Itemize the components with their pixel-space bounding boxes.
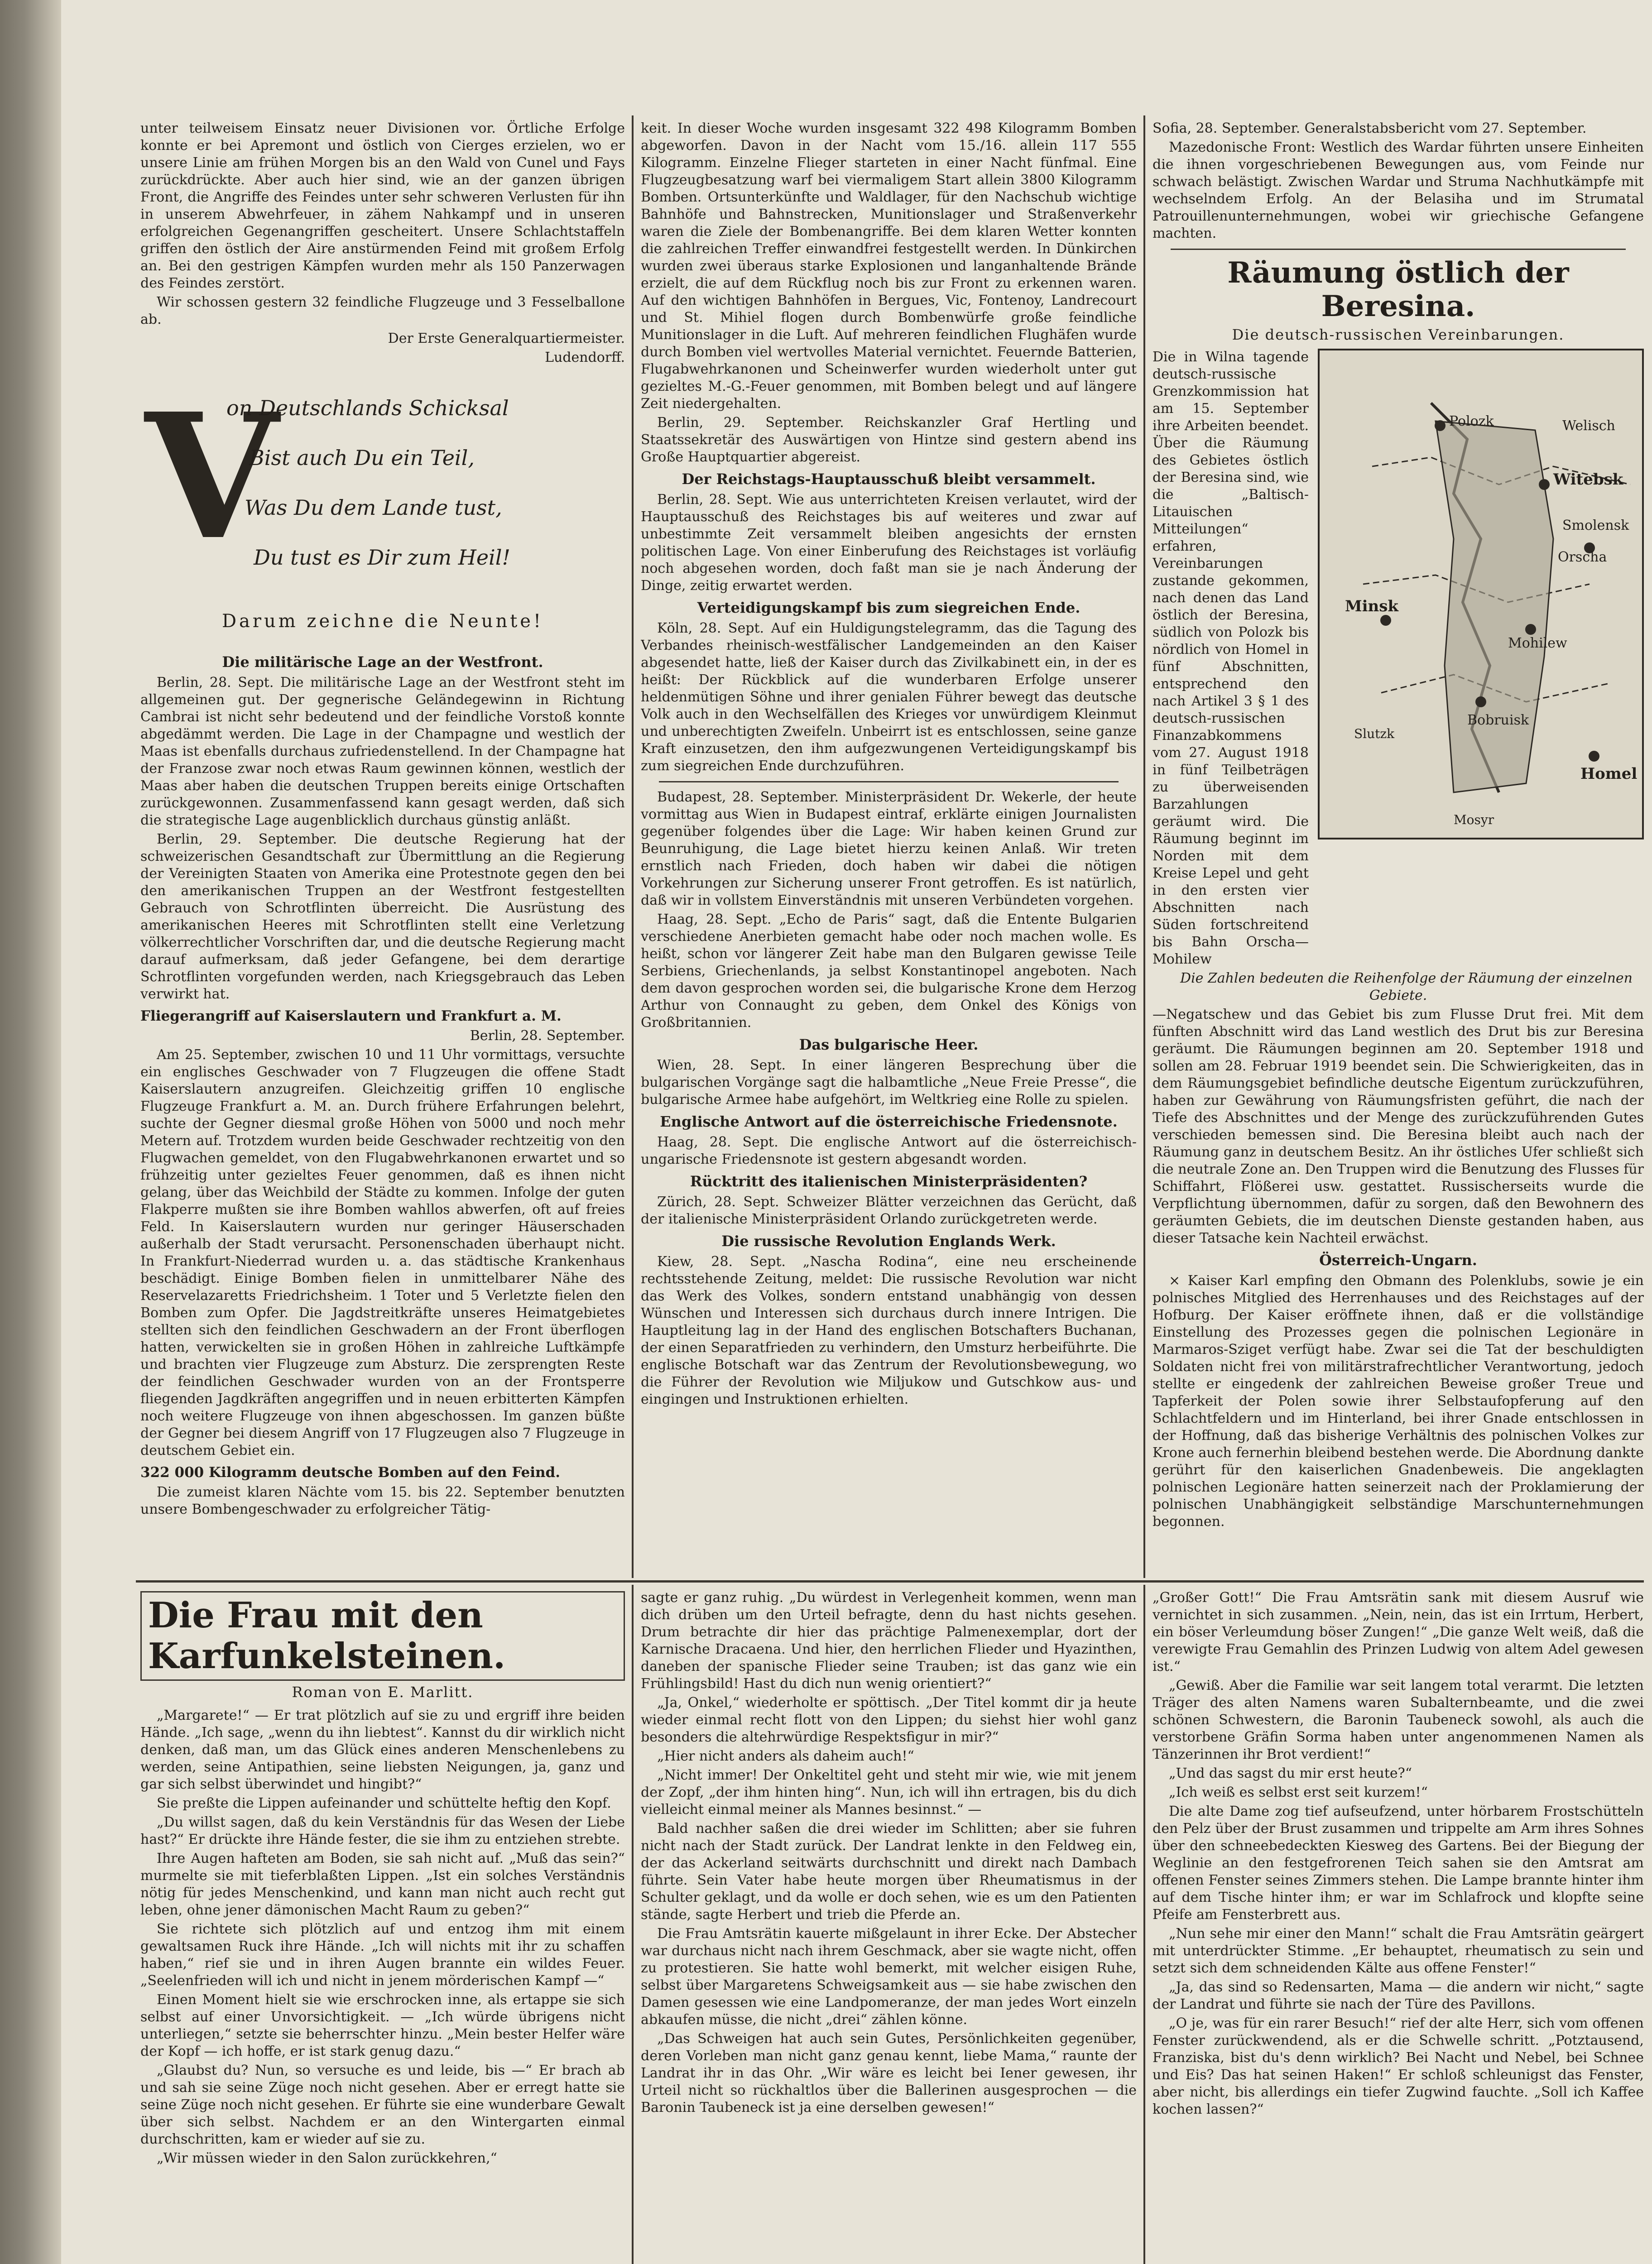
bombs-continued-paragraph: keit. In dieser Woche wurden insgesamt 322 498 Kilogramm Bomben abgeworfen. Davon in der Nacht vom 15./16. allein 117 555 Kilogramm. Einzelne Flieger starteten in einer Nacht fünfmal. Eine Flugzeugbesatzung warf bei viermaligem Start allein 3800 Kilogramm Bomben. Ortsunterkünfte und Waldlager, für den Nachschub wichtige Bahnhöfe und Bahnstrecken, Munitionslager und Straßenverkehr waren die Ziele der Bombenangriffe. Bei dem klaren Wetter konnten die zahlreichen Treffer einwandfrei festgestellt werden. In Dünkirchen wurden zwei überaus starke Explosionen und langanhaltende Brände erzielt, die auf dem Rückflug noch bis zur Front zu erkennen waren. Auf den wichtigen Bahnhöfen in Bergues, Vic, Fontenoy, Landrecourt und St. Mihiel flogen durch Bombenwürfe große feindliche Munitionslager in die Luft. Auf mehreren feindlichen Flughäfen wurde durch Bomben viel wertvolles Material vernichtet. Feuernde Batterien, Flugabwehrkanonen und Scheinwerfer wurden wiederholt unter gut gezieltes M.-G.-Feuer genommen, mit Bomben belegt und auf längere Zeit niedergehalten. [641, 120, 1137, 412]
haag-paragraph: Haag, 28. Sept. „Echo de Paris“ sagt, daß die Entente Bulgarien verschiedene Anerbieten gemacht habe oder noch machen wolle. Es heißt, schon vor längerer Zeit habe man den Bulgaren gewisse Teile Serbiens, Griechenlands, ja selbst Konstantinopel angeboten. Nach dem davon gesprochen worden sei, die bulgarische Krone dem Herzog Arthur von Connaught zu geben, dem Onkel des Königs von Großbritannien. [641, 911, 1137, 1031]
map-label-slutzk: Slutzk [1354, 726, 1395, 741]
english-answer-heading: Englische Antwort auf die österreichische Friedensnote. [660, 1113, 1118, 1130]
novel-column-2 [641, 1589, 1137, 2264]
novel-paragraph: „Und das sagst du mir erst heute?“ [1169, 1765, 1412, 1781]
sofia-dateline: Sofia, 28. September. Generalstabsbericht vom 27. September. [1153, 120, 1587, 136]
map-label-mohilew: Mohilew [1508, 635, 1567, 651]
novel-paragraph: „Großer Gott!“ Die Frau Amtsrätin sank mit diesem Ausruf wie vernichtet in sich zusammen. „Nein, nein, das ist ein Irrtum, Herbert, ein böser Verleumdung böser Zungen!“ „Die ganze Welt weiß, daß die verewigte Frau Gemahlin des Prinzen Ludwig von altem Adel gewesen ist.“ [1153, 1590, 1644, 1674]
poem-line-4: Du tust es Dir zum Heil! [254, 545, 510, 570]
novel-author: Roman von E. Marlitt. [292, 1684, 474, 1701]
signature-name: Ludendorff. [545, 350, 625, 365]
novel-paragraph: „Gewiß. Aber die Familie war seit langem total verarmt. Die letzten Träger des alten Namens waren Subalternbeamte, und die zwei schönen Schwestern, die Baronin Taubeneck sowohl, als auch die verstorbene Gräfin Sorma haben unter angenommenen Namen als Tänzerinnen ihr Brot verdient!“ [1153, 1678, 1644, 1762]
committee-paragraph: Berlin, 28. Sept. Wie aus unterrichteten Kreisen verlautet, wird der Hauptausschuß des Reichstages bis auf weiteres und zwar auf unbestimmte Zeit versammelt bleiben angesichts der ernsten politischen Lage. Von einer Einberufung des Reichstages ist vorläufig noch abgesehen worden, doch faßt man sie je nach Änderung der Dinge, zeitig erwartet werden. [641, 492, 1137, 594]
aircraft-downed-paragraph: Wir schossen gestern 32 feindliche Flugzeuge und 3 Fesselballone ab. [140, 294, 625, 327]
novel-paragraph: „Das Schweigen hat auch sein Gutes, Persönlichkeiten gegenüber, deren Vorleben man nicht ganz genau kennt, liebe Mama,“ raunte der Landrat ihr in das Ohr. „Wir wäre es leicht bei Iener gewesen, ihr Urteil nicht so rückhaltlos über die Ballerinen ausgesprochen — die Baronin Taubeneck ist ja eine derselben gewesen!“ [641, 2031, 1137, 2115]
novel-paragraph: Bald nachher saßen die drei wieder im Schlitten; aber sie fuhren nicht nach der Stadt zurück. Der Landrat lenkte in den Feldweg ein, der das Ackerland seitwärts durchschnitt und direkt nach Dambach führte. Sein Vater habe heute morgen über Rheumatismus in der Schulter geklagt, und da wolle er doch sehen, wie es um den Patienten stände, sagte Herbert und trieb die Pferde an. [641, 1821, 1137, 1923]
section-rule [136, 1580, 1644, 1583]
bulgarian-army-paragraph: Wien, 28. Sept. In einer längeren Besprechung über die bulgarischen Vorgänge sagt die halbamtliche „Neue Freie Presse“, die bulgarische Armee habe aufgehört, im Weltkrieg eine Rolle zu spielen. [641, 1057, 1137, 1108]
evacuation-paragraph-2: —Negatschew und das Gebiet bis zum Flusse Drut frei. Mit dem fünften Abschnitt wird das Land westlich des Drut bis zur Beresina geräumt. Die Räumungen beginnen am 20. September 1918 und sollen am 28. Februar 1919 beendet sein. Die Schwierigkeiten, das in dem Räumungsgebiet befindliche deutsche Eigentum zurückzuführen, haben zur Gewährung von Räumungsfristen geführt, die nach der Tiefe des Abschnittes und der Menge des zurückzuführenden Gutes verschieden bemessen sind. Die Beresina bleibt auch nach der Räumung ganz in deutschem Besitz. An ihr östliches Ufer schließt sich die neutrale Zone an. Den Truppen wird die Benutzung des Flusses für Schiffahrt, Flößerei usw. gestattet. Russischerseits wurde die Verpflichtung übernommen, dafür zu sorgen, daß den Bewohnern des geräumten Gebiets, die im deutschen Dienste gestanden haben, aus dieser Tatsache kein Nachteil erwächst. [1153, 1007, 1644, 1246]
map-label-mosyr: Mosyr [1454, 812, 1494, 827]
map-label-witebsk: Witebsk [1553, 470, 1623, 489]
divider [659, 781, 1119, 782]
novel-paragraph: „Ja, das sind so Redensarten, Mama — die andern wir nicht,“ sagte der Landrat und führte sie nach der Türe des Pavillons. [1153, 1979, 1644, 2012]
news-column-3 [1153, 120, 1644, 1576]
english-answer-paragraph: Haag, 28. Sept. Die englische Antwort auf die österreichisch-ungarische Friedensnote ist gestern abgesandt worden. [641, 1134, 1137, 1167]
evacuation-subhead: Die deutsch-russischen Vereinbarungen. [1232, 326, 1565, 343]
bombs-paragraph: Die zumeist klaren Nächte vom 15. bis 22. September benutzten unsere Bombengeschwader zu erfolgreicher Tätig- [140, 1484, 625, 1517]
war-bond-poem [140, 373, 625, 649]
novel-paragraph: „O je, was für ein rarer Besuch!“ rief der alte Herr, sich vom offenen Fenster zurückwendend, als er die Schwelle schritt. „Potztausend, Franziska, bist du's denn wirklich? Bei Nacht und Nebel, bei Schnee und Eis? Das hat seinen Haken!“ Er schloß schleunigst das Fenster, aber nicht, bis allerdings ein tiefer Zugwind fauchte. „Soll ich Kaffee kochen lassen?“ [1153, 2015, 1644, 2117]
military-situation-paragraph: Berlin, 28. Sept. Die militärische Lage an der Westfront steht im allgemeinen gut. Der gegnerische Geländegewinn in Richtung Cambrai ist nicht sehr bedeutend und der feindliche Vorstoß konnte abgedämmt werden. Die Lage in der Champagne und westlich der Maas ist ebenfalls durchaus zufriedenstellend. In der Champagne hat der Franzose zwar noch etwas Raum gewinnen können, westlich der Maas aber haben die deutschen Truppen bereits einige Ortschaften zurückgewonnen. Zusammenfassend kann gesagt werden, daß sich die strategische Lage augenblicklich durchaus günstig anläßt. [140, 675, 625, 828]
committee-heading: Der Reichstags-Hauptausschuß bleibt versammelt. [682, 470, 1096, 488]
novel-paragraph: sagte er ganz ruhig. „Du würdest in Verlegenheit kommen, wenn man dich drüben um den Urteil befragte, denn du hast nichts gesehen. Drum betrachte dir hier das prächtige Palmenexemplar, dort der Karnische Dracaena. Und hier, den herrlichen Flieder und Hyazinthen, daneben der spanische Flieder seine Trauben; ist das ganz wie ein Frühlingsbild! Hast du dich nun wenig orientiert?“ [641, 1590, 1137, 1692]
bombs-heading: 322 000 Kilogramm deutsche Bomben auf den Feind. [140, 1464, 561, 1481]
resignation-heading: Rücktritt des italienischen Ministerpräsidenten? [690, 1173, 1088, 1190]
map-label-homel: Homel [1580, 765, 1638, 783]
novel-paragraph: „Glaubst du? Nun, so versuche es und leide, bis —“ Er brach ab und sah sie seine Züge noch nicht gesehen. Aber er erregt hatte sie seine Züge noch nicht gesehen. Er führte sie eine wunderbare Gewalt über sich selbst. Nachdem er an den Wintergarten einmal durchschritten, kam er wieder auf sie zu. [140, 2063, 625, 2147]
air-raid-dateline: Berlin, 28. September. [470, 1028, 625, 1044]
column-rule-2 [1143, 115, 1145, 1578]
map-label-smolensk: Smolensk [1562, 518, 1629, 533]
bulgarian-army-heading: Das bulgarische Heer. [799, 1036, 979, 1053]
divider [1171, 249, 1626, 250]
front-report-paragraph: unter teilweisem Einsatz neuer Divisionen vor. Örtliche Erfolge konnte er bei Apremont und östlich von Cierges erzielen, wo er unsere Linie am frühen Morgen bis an den Wald von Cunel und Fays zurückdrückte. Aber auch hier sind, wie an der ganzen übrigen Front, die Angriffe des Feindes unter sehr schweren Verlusten für ihn in unserem Abwehrfeuer, in zähem Nahkampf und in unseren erfolgreichen Gegenangriffen gescheitert. Unsere Schlachtstaffeln griffen den östlich der Aire anstürmenden Feind mit großem Erfolg an. Bei den gestrigen Kämpfen wurden mehr als 150 Panzerwagen des Feindes zerstört. [140, 120, 625, 291]
austria-heading: Österreich-Ungarn. [1319, 1252, 1477, 1269]
poem-footer: Darum zeichne die Neunte! [221, 611, 544, 632]
novel-paragraph: „Nun sehe mir einer den Mann!“ schalt die Frau Amtsrätin geärgert mit unterdrückter Stimme. „Er behauptet, rheumatisch zu sein und setzt sich dem schneidenden Kälte aus offene Fenster!“ [1153, 1926, 1644, 1976]
map-label-minsk: Minsk [1345, 597, 1398, 615]
poem-line-2: Bist auch Du ein Teil, [249, 446, 475, 470]
chancellor-paragraph: Berlin, 29. September. Reichskanzler Graf Hertling und Staatssekretär des Auswärtigen von Hintze sind gestern abend ins Große Hauptquartier abgereist. [641, 415, 1137, 465]
defense-paragraph: Köln, 28. Sept. Auf ein Huldigungstelegramm, das die Tagung des Verbandes rheinisch-westfälischer Landgemeinden an den Kaiser abgesendet hatte, ließ der Kaiser durch das Zivilkabinett ein, in der es heißt: Der Rückblick auf die wunderbaren Erfolge unserer heldenmütigen Söhne und ihrer genialen Führer bewegt das deutsche Volk auch in den Wechselfällen des Krieges vor unwürdigem Kleinmut und unberechtigten Zweifeln. Unbeirrt ist es entschlossen, seine ganze Kraft einzusetzen, den ihm aufgezwungenen Verteidigungskampf bis zum siegreichen Ende durchzuführen. [641, 620, 1137, 774]
novel-paragraph: Die Frau Amtsrätin kauerte mißgelaunt in ihrer Ecke. Der Abstecher war durchaus nicht nach ihrem Geschmack, aber sie wagte nicht, offen zu protestieren. Sie hatte wohl bemerkt, mit welcher eisigen Ruhe, selbst über Margaretens Schweigsamkeit aus — sie habe zwischen den Damen gesessen wie eine Landpomeranze, der man jedes Wort einzeln abkaufen müsse, die nicht „drei“ zählen könne. [641, 1926, 1137, 2028]
poem-initial-letter: V [145, 375, 279, 578]
evacuation-headline: Räumung östlich der Beresina. [1227, 256, 1569, 323]
novel-paragraph: Sie richtete sich plötzlich auf und entzog ihm mit einem gewaltsamen Ruck ihre Hände. „Ich will nichts mit ihr zu schaffen haben,“ rief sie und in ihren Augen brannte ein wildes Feuer. „Seelenfrieden will ich und nicht in jenem mörderischen Kampf —“ [140, 1921, 625, 1989]
novel-paragraph: „Margarete!“ — Er trat plötzlich auf sie zu und ergriff ihre beiden Hände. „Ich sage, „wenn du ihn liebtest“. Kannst du dir wirklich nicht denken, daß man, um das Glück eines anderen Menschenlebens zu werden, seine Antipathien, seine liebsten Neigungen, ja, ganz und gar sich selbst überwindet und hingibt?“ [140, 1708, 625, 1792]
resignation-paragraph: Zürich, 28. Sept. Schweizer Blätter verzeichnen das Gerücht, daß der italienische Ministerpräsident Orlando zurückgetreten werde. [641, 1194, 1137, 1227]
novel-column-1 [140, 1589, 625, 2264]
news-column-1 [140, 120, 625, 1576]
news-column-2 [641, 120, 1137, 1576]
signature-title: Der Erste Generalquartiermeister. [388, 331, 625, 346]
map-label-orscha: Orscha [1558, 549, 1607, 565]
evacuation-paragraph: Die in Wilna tagende deutsch-russische Grenzkommission hat am 15. September ihre Arbeiten beendet. Über die Räumung des Gebietes östlich der Beresina sind, wie die „Baltisch-Litauischen Mitteilungen“ erfahren, Vereinbarungen zustande gekommen, nach denen das Land östlich der Beresina, südlich von Polozk bis nördlich von Homel in fünf Abschnitten, entsprechend den nach Artikel 3 § 1 des deutsch-russischen Finanzabkommens vom 27. August 1918 in fünf Teilbeträgen zu überweisenden Barzahlungen geräumt wird. Die Räumung beginnt im Norden mit dem Kreise Lepel und geht in den ersten vier Abschnitten nach Süden fortschreitend bis Bahn Orscha—Mohilew [1153, 349, 1309, 967]
poem-line-1: on Deutschlands Schicksal [226, 396, 509, 420]
novel-paragraph: „Ja, Onkel,“ wiederholte er spöttisch. „Der Titel kommt dir ja heute wieder einmal recht flott von den Lippen; du siehst hier wohl ganz besonders die altehrwürdige Respektsfigur in mir?“ [641, 1695, 1137, 1745]
map-label-bobruisk: Bobruisk [1467, 712, 1529, 728]
novel-paragraph: „Nicht immer! Der Onkeltitel geht und steht mir wie, wie mit jenem der Zopf, „der ihm hinten hing“. Nun, ich will ihn ertragen, bis du dich vielleicht einmal meiner als Mannes besinnst.“ — [641, 1767, 1137, 1818]
macedonian-front-paragraph: Mazedonische Front: Westlich des Wardar führten unsere Einheiten die ihnen vorgeschriebenen Bewegungen aus, vom Feinde nur schwach belästigt. Zwischen Wardar und Struma Nachhutkämpfe mit wechselndem Erfolg. An der Belasiha und im Strumatal Patrouillenunternehmungen, wobei wir griechische Gefangene machten. [1153, 139, 1644, 241]
shotgun-protest-paragraph: Berlin, 29. September. Die deutsche Regierung hat der schweizerischen Gesandtschaft zur Übermittlung an die Regierung der Vereinigten Staaten von Amerika eine Protestnote gegen den bei den amerikanischen Truppen an der Westfront festgestellten Gebrauch von Schrotflinten überreicht. Die Ausrüstung des amerikanischen Heeres mit Schrotflinten stellt eine Verletzung völkerrechtlicher Vorschriften dar, und die deutsche Regierung macht darauf aufmerksam, daß jeder Gefangene, bei dem derartige Schrotflinten vorgefunden werden, nach Kriegsgebrauch das Leben verwirkt hat. [140, 831, 625, 1002]
novel-paragraph: Ihre Augen hafteten am Boden, sie sah nicht auf. „Muß das sein?“ murmelte sie mit tieferblaßten Lippen. „Ist ein solches Verständnis nötig für jedes Menschenkind, und kann man nicht auch recht gut leben, ohne jener dämonischen Macht Raum zu geben?“ [140, 1851, 625, 1918]
novel-paragraph: Einen Moment hielt sie wie erschrocken inne, als ertappe sie sich selbst auf einer Unvorsichtigkeit. — „Ich würde übrigens nicht unterliegen,“ setzte sie beherrschter hinzu. „Mein bester Helfer wäre der Kopf — ich hoffe, er ist stark genug dazu.“ [140, 1992, 625, 2059]
novel-paragraph: Sie preßte die Lippen aufeinander und schüttelte heftig den Kopf. [157, 1795, 611, 1811]
beresina-map [1318, 349, 1644, 937]
column-rule-1 [632, 115, 634, 1578]
column-rule-3 [632, 1585, 634, 2264]
book-gutter [0, 0, 61, 2264]
map-label-welisch: Welisch [1562, 418, 1615, 434]
map-graphic [1318, 349, 1644, 937]
novel-column-3 [1153, 1589, 1644, 2264]
military-situation-heading: Die militärische Lage an der Westfront. [222, 653, 543, 671]
column-rule-4 [1143, 1585, 1145, 2264]
air-raid-heading: Fliegerangriff auf Kaiserslautern und Frankfurt a. M. [140, 1008, 562, 1024]
novel-paragraph: „Wir müssen wieder in den Salon zurückkehren,“ [157, 2150, 497, 2166]
budapest-paragraph: Budapest, 28. September. Ministerpräsident Dr. Wekerle, der heute vormittag aus Wien in Budapest eintraf, erklärte einigen Journalisten gegenüber folgendes über die Lage: Wir haben keinen Grund zur Beunruhigung, die Lage bietet hierzu keinen Anlaß. Wir treten ernstlich nach Frieden, doch haben wir dabei die nötigen Vorkehrungen zur Sicherung unserer Front getroffen. Es ist natürlich, daß wir in vollstem Einverständnis mit unseren Verbündeten vorgehen. [641, 789, 1137, 908]
air-raid-paragraph: Am 25. September, zwischen 10 und 11 Uhr vormittags, versuchte ein englisches Geschwader von 7 Flugzeugen die offene Stadt Kaiserslautern anzugreifen. Gleichzeitig griffen 10 englische Flugzeuge Frankfurt a. M. an. Durch frühere Erfahrungen belehrt, suchte der Gegner diesmal große Höhen von 5000 und noch mehr Metern auf. Trotzdem wurden beide Geschwader rechtzeitig von den Flugwachen gemeldet, von den Flugabwehrkanonen erwartet und so frühzeitig unter gezieltes Feuer genommen, daß es ihnen nicht gelang, über das Weichbild der Städte zu kommen. Infolge der guten Flakperre mußten sie ihre Bomben wahllos abwerfen, oft auf freies Feld. In Kaiserslautern wurden nur geringer Häuserschaden außerhalb der Stadt verursacht. Personenschaden überhaupt nicht. In Frankfurt-Niederrad wurden u. a. das städtische Krankenhaus beschädigt. Einige Bomben fielen in unmittelbarer Nähe des Reservelazaretts Friedrichsheim. 1 Toter und 5 Verletzte fielen den Bomben zum Opfer. Die Jagdstreitkräfte unseres Heimatgebietes stellten sich den feindlichen Geschwadern an der Front überflogen hatten, verwickelten sie in großen Höhen in zahlreiche Luftkämpfe und brachten vier Flugzeuge zum Absturz. Die zersprengten Reste der feindlichen Geschwader wurden von an der Frontsperre fliegenden Jagdkräften angegriffen und in neuen erbitterten Kämpfen noch weitere Flugzeuge von ihnen abgeschossen. Im ganzen büßte der Gegner bei diesem Angriff von 17 Flugzeugen also 7 Flugzeuge in deutschem Gebiet ein. [140, 1047, 625, 1458]
novel-paragraph: „Hier nicht anders als daheim auch!“ [657, 1748, 914, 1764]
novel-paragraph: „Ich weiß es selbst erst seit kurzem!“ [1169, 1784, 1428, 1800]
austria-paragraph: × Kaiser Karl empfing den Obmann des Polenklubs, sowie je ein polnisches Mitglied des Herrenhauses und des Reichstages auf der Hofburg. Der Kaiser eröffnete ihnen, daß er die vollständige Einstellung des Prozesses gegen die polnischen Legionäre in Marmaros-Sziget verfügt habe. Zwar sei die Tat der beschuldigten Soldaten nicht frei von militärstrafrechtlicher Verantwortung, jedoch stellte er eingedenk der zahlreichen Beweise großer Treue und Tapferkeit der Polen sowie ihrer Selbstaufopferung auf den Schlachtfeldern und im Hinterland, bei ihrer Gnade entschlossen in der Hoffnung, daß das bisherige Verhältnis des polnischen Volkes zur Krone auch fernerhin bleibend bestehen werde. Die Abordnung dankte gerührt für den kaiserlichen Gnadenbeweis. Die angeklagten polnischen Legionäre hatten seinerzeit nach der Proklamierung der polnischen Unabhängigkeit selbständige Marschunternehmungen begonnen. [1153, 1273, 1644, 1530]
novel-paragraph: Die alte Dame zog tief aufseufzend, unter hörbarem Frostschütteln den Pelz über der Brust zusammen und trippelte am Arm ihres Sohnes über den schneebedeckten Kiesweg des Gartens. Bei der Biegung der Weglinie an den festgefrorenen Teich sahen sie den Amtsrat am offenen Fenster seines Zimmers stehen. Die Lampe brannte hinter ihm auf dem Tische hinter ihm; er war im Schlafrock und klopfte seine Pfeife am Fensterbrett aus. [1153, 1804, 1644, 1923]
novel-paragraph: „Du willst sagen, daß du kein Verständnis für das Wesen der Liebe hast?“ Er drückte ihre Hände fester, die sie ihm zu entziehen strebte. [140, 1814, 625, 1847]
novel-title: Die Frau mit den Karfunkelsteinen. [140, 1591, 625, 1681]
revolution-paragraph: Kiew, 28. Sept. „Nascha Rodina“, eine neu erscheinende rechtsstehende Zeitung, meldet: Die russische Revolution war nicht das Werk des Volkes, sondern entstand unabhängig von dessen Wünschen und Interessen sich durchaus durch innere Intrigen. Die Hauptleitung lag in der Hand des englischen Botschafters Buchanan, der einen Separatfrieden zu verhindern, den Umsturz herbeiführte. Die englische Botschaft war das Zentrum der Revolutionsbewegung, wo die Führer der Revolution wie Miljukow und Gutschkow aus- und eingingen und Instruktionen erhielten. [641, 1254, 1137, 1407]
revolution-heading: Die russische Revolution Englands Werk. [721, 1233, 1056, 1250]
map-label-polozk: Polozk [1449, 413, 1494, 429]
map-caption: Die Zahlen bedeuten die Reihenfolge der Räumung der einzelnen Gebiete. [1180, 970, 1633, 1003]
defense-heading: Verteidigungskampf bis zum siegreichen Ende. [697, 599, 1081, 616]
poem-line-3: Was Du dem Lande tust, [245, 495, 502, 520]
